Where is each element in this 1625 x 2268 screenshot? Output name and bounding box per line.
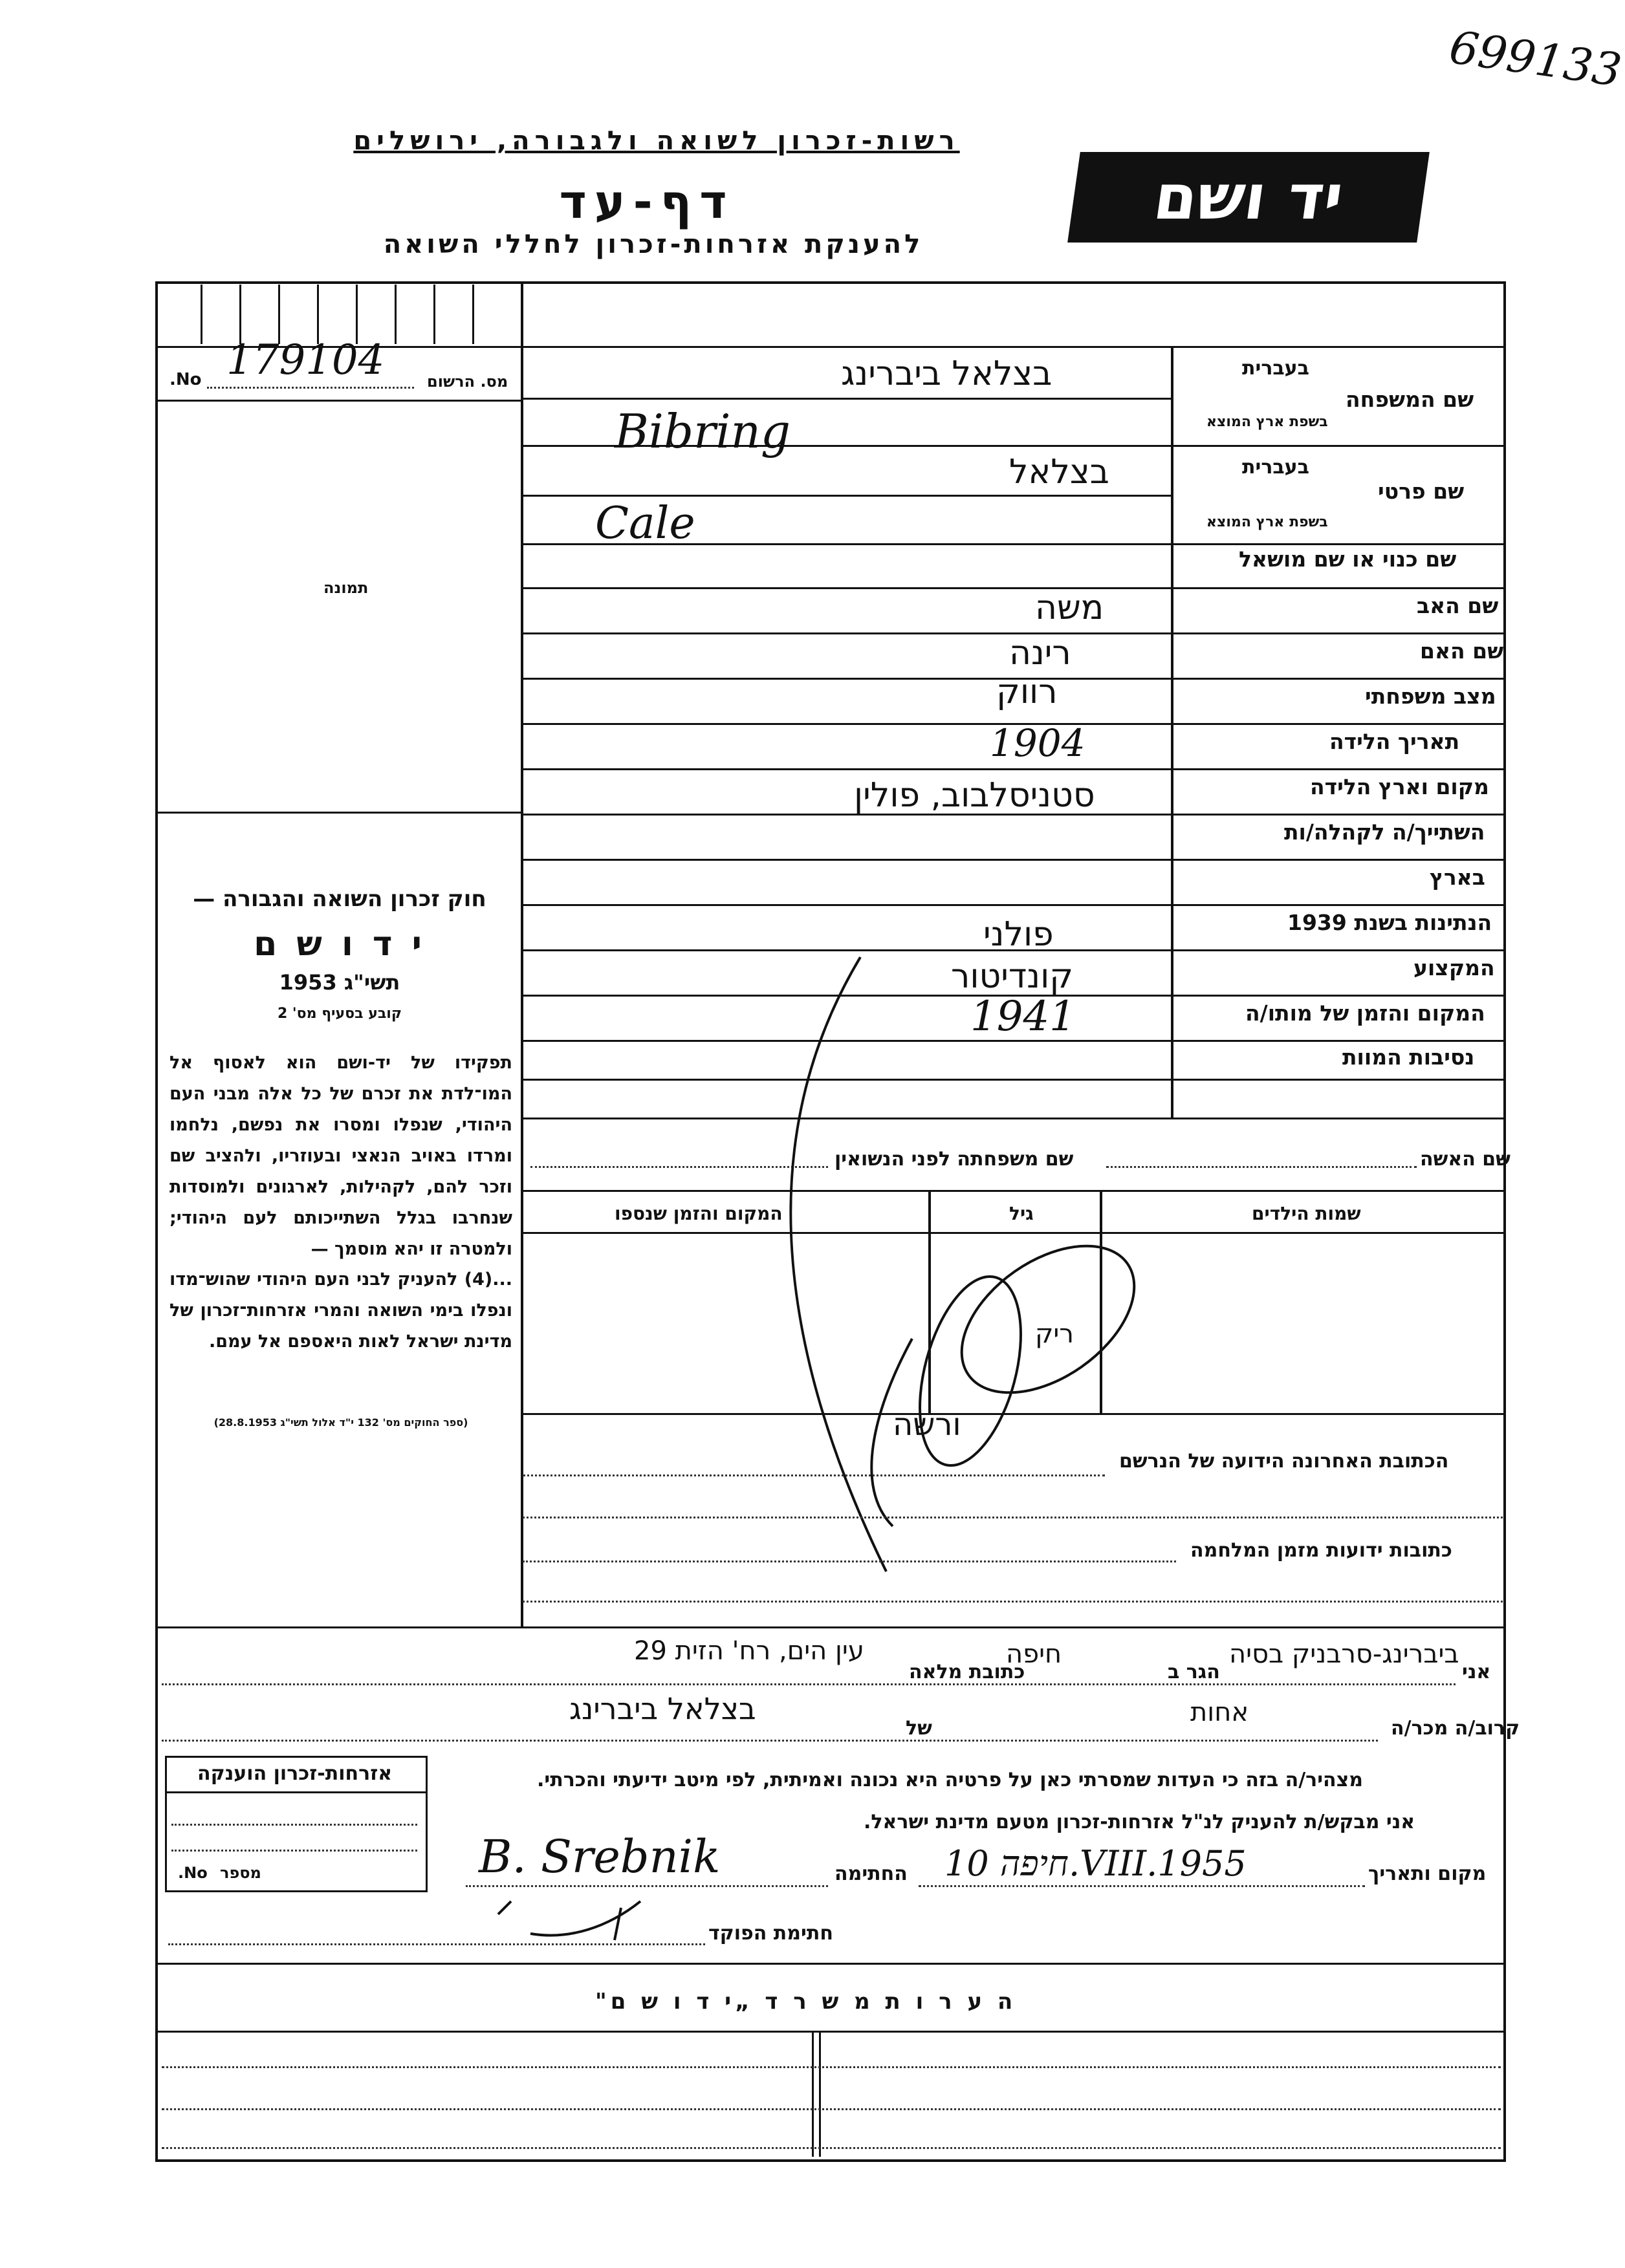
family-name-hebrew-label: בעברית <box>1242 357 1309 380</box>
citizenship-box-number-label: מספר <box>220 1864 261 1882</box>
photo-box-bottom <box>155 812 523 814</box>
marital-status-value: רווק <box>996 673 1058 711</box>
declarant-city-value: חיפה <box>1006 1639 1062 1669</box>
office-notes-line-1 <box>162 2066 1501 2068</box>
citizenship-box-title-line <box>165 1791 426 1793</box>
declarant-resides-label: הגר ב <box>1168 1661 1220 1683</box>
yad-vashem-logo: יד ושם <box>1067 152 1430 243</box>
birth-date-label: תאריך הלידה <box>1329 729 1460 754</box>
address-dotted-line <box>523 1474 1105 1476</box>
first-name-native-label: בשפת ארץ המוצא <box>1206 514 1328 530</box>
first-name-native-value: Cale <box>595 498 695 549</box>
place-date-label: מקום ותאריך <box>1368 1863 1487 1885</box>
signature-line <box>466 1885 828 1887</box>
address-dotted-line <box>523 1561 1176 1562</box>
row-line <box>523 587 1506 589</box>
declarant-line-2 <box>162 1740 1378 1742</box>
citizenship-1939-label: הנתינות בשנת 1939 <box>1287 910 1492 935</box>
country-label: בארץ <box>1430 865 1485 890</box>
left-column-divider <box>521 281 523 1626</box>
law-title: חוק זכרון השואה והגבורה — <box>193 886 486 912</box>
office-notes-line-3 <box>162 2147 1501 2149</box>
law-paragraph-1: תפקידו של יד-ושם הוא לאסוף אל המו־לדת את זכרם של כל אלה מבני העם היהודי, שנפלו ומסרו את נפשם, נלחמו ומרדו באויב הנאצי ובעוזריו, ולהציב שם וזכר להם, לקהילות, לארגונים ולמוסדות שנחרבו בגלל השתייכותם לעם היהודי; ולמטרה זו יהא מוסמך — <box>169 1053 512 1259</box>
row-line <box>523 859 1506 861</box>
relation-value: אחות <box>1190 1698 1249 1727</box>
citizenship-box-line-2 <box>171 1850 417 1852</box>
citizenship-box-line-1 <box>171 1824 417 1826</box>
father-name-label: שם האב <box>1417 593 1499 618</box>
birth-date-value: 1904 <box>990 721 1085 765</box>
address-dotted-line <box>523 1517 1503 1518</box>
death-place-label: המקום והזמן של מותו/ה <box>1245 1000 1485 1026</box>
registration-dotted-line <box>207 387 414 389</box>
registration-underline <box>155 400 523 402</box>
document-title: דף-עד <box>559 175 735 229</box>
row-line <box>523 904 1506 906</box>
law-section: קובע בסעיף מס' 2 <box>277 1006 402 1022</box>
office-notes-top <box>155 1963 1506 1965</box>
law-year: תשי"ג 1953 <box>279 970 400 995</box>
last-known-address-label: הכתובת האחרונה הידועה של הנרשם <box>1119 1450 1449 1473</box>
cross-out-scrawl <box>744 957 1197 1571</box>
children-header-place: המקום והזמן שנספו <box>615 1203 783 1224</box>
profession-label: המקצוע <box>1413 955 1495 980</box>
death-circumstances-label: נסיבות המוות <box>1342 1044 1475 1070</box>
signature-label: החתימה <box>834 1863 908 1885</box>
law-citation: (ספר החוקים מס' 132 י"ד אלול תשי"ג 28.8.1953) <box>213 1416 468 1429</box>
address-scrawl-text: ורשה <box>893 1407 961 1443</box>
birth-place-label: מקום וארץ הלידה <box>1310 774 1489 799</box>
citizenship-box-no-prefix: No. <box>178 1864 208 1882</box>
declarant-signature: B. Srebnik <box>479 1830 721 1883</box>
declarant-i-label: אני <box>1462 1661 1491 1683</box>
family-name-native-value: Bibring <box>615 404 791 459</box>
registration-number: 179104 <box>226 336 385 384</box>
family-name-hebrew-value: בצלאל ביברינג <box>841 354 1052 393</box>
declarant-address-label: כתובת מלאה <box>909 1661 1025 1683</box>
official-signature-mark <box>492 1895 660 1953</box>
children-header-names: שמות הילדים <box>1252 1203 1361 1224</box>
place-date-line <box>919 1885 1365 1887</box>
family-name-native-label: בשפת ארץ המוצא <box>1206 414 1328 430</box>
row-line <box>523 768 1506 770</box>
registration-prefix: No. <box>169 370 202 389</box>
declarant-name-value: ביברינג-סרבניק בסיה <box>1229 1639 1459 1669</box>
nickname-label: שם כנוי או שם מושאל <box>1239 546 1457 572</box>
mother-name-value: רינה <box>1009 634 1071 673</box>
row-line <box>523 495 1173 497</box>
mother-name-label: שם האם <box>1420 638 1504 664</box>
reference-number: 699133 <box>1446 20 1625 98</box>
wife-label: שם האשה <box>1420 1148 1510 1171</box>
first-name-hebrew-label: בעברית <box>1242 456 1309 479</box>
address-dotted-line <box>523 1601 1503 1603</box>
declaration-line-2: אני מבקש/ת להעניק לנ"ל אזרחות-זכרון מטעם מדינת ישראל. <box>864 1811 1415 1833</box>
organization-name: רשות-זכרון לשואה ולגבורה, ירושלים <box>353 126 960 156</box>
law-paragraph-2: ...(4) להעניק לבני העם היהודי שהוש־מדו ונפלו בימי השואה והמרי אזרחות־זכרון של מדינת ישראל לאות היאספם אל עמם. <box>169 1269 512 1352</box>
community-label: השתייך/ה לקהלה/ות <box>1284 819 1485 845</box>
first-name-hebrew-value: בצלאל <box>1009 453 1109 491</box>
place-date-value: חיפה 10.VIII.1955 <box>944 1843 1247 1884</box>
wife-maiden-label: שם משפחתה לפני הנשואין <box>834 1148 1074 1171</box>
declarant-address-value: עין הים, רח' הזית 29 <box>634 1636 864 1666</box>
birth-place-value: סטניסלבוב, פולין <box>854 776 1095 815</box>
office-notes-title: ה ע ר ו ת מ ש ר ד „י ד ו ש ם" <box>595 1989 1017 2014</box>
row-line <box>523 398 1173 400</box>
official-signature-label: חתימת הפוקד <box>708 1922 833 1945</box>
profession-value: קונדיטור <box>951 957 1074 996</box>
of-label: של <box>906 1717 932 1740</box>
citizenship-1939-value: פולני <box>983 915 1054 954</box>
father-name-value: משה <box>1035 589 1104 627</box>
of-value: בצלאל ביברינג <box>569 1691 756 1726</box>
office-notes-title-line <box>155 2031 1506 2033</box>
death-place-value: 1941 <box>970 993 1076 1041</box>
relation-label: קרוב/ה מכר/ה <box>1391 1717 1520 1740</box>
marital-status-label: מצב משפחתי <box>1365 684 1496 709</box>
children-header-age: גיל <box>1009 1203 1034 1224</box>
photo-label: תמונה <box>323 579 369 597</box>
wartime-address-label: כתובות ידועות מזמן המלחמה <box>1190 1539 1452 1562</box>
office-notes-divider <box>812 2031 821 2157</box>
children-scrawl-text: ריק <box>1035 1319 1074 1349</box>
citizenship-box-title: אזרחות-זכרון הוענקה <box>197 1762 393 1785</box>
family-name-label: שם המשפחה <box>1346 387 1474 412</box>
declaration-line-1: מצהיר/ה בזה כי העדות שמסרתי כאן על פרטיה היא נכונה ואמיתית, לפי מיטב ידיעתי והכרתי. <box>537 1769 1363 1791</box>
law-name: י ד ו ש ם <box>254 925 426 964</box>
declarant-line-1 <box>162 1683 1456 1685</box>
first-name-label: שם פרטי <box>1378 479 1465 504</box>
declarant-section-top <box>155 1626 1506 1628</box>
document-subtitle: להענקת אזרחות-זכרון לחללי השואה <box>383 230 924 259</box>
tick-boxes <box>162 285 518 344</box>
office-notes-line-2 <box>162 2108 1501 2110</box>
registration-label: מס. הרשום <box>427 373 508 391</box>
